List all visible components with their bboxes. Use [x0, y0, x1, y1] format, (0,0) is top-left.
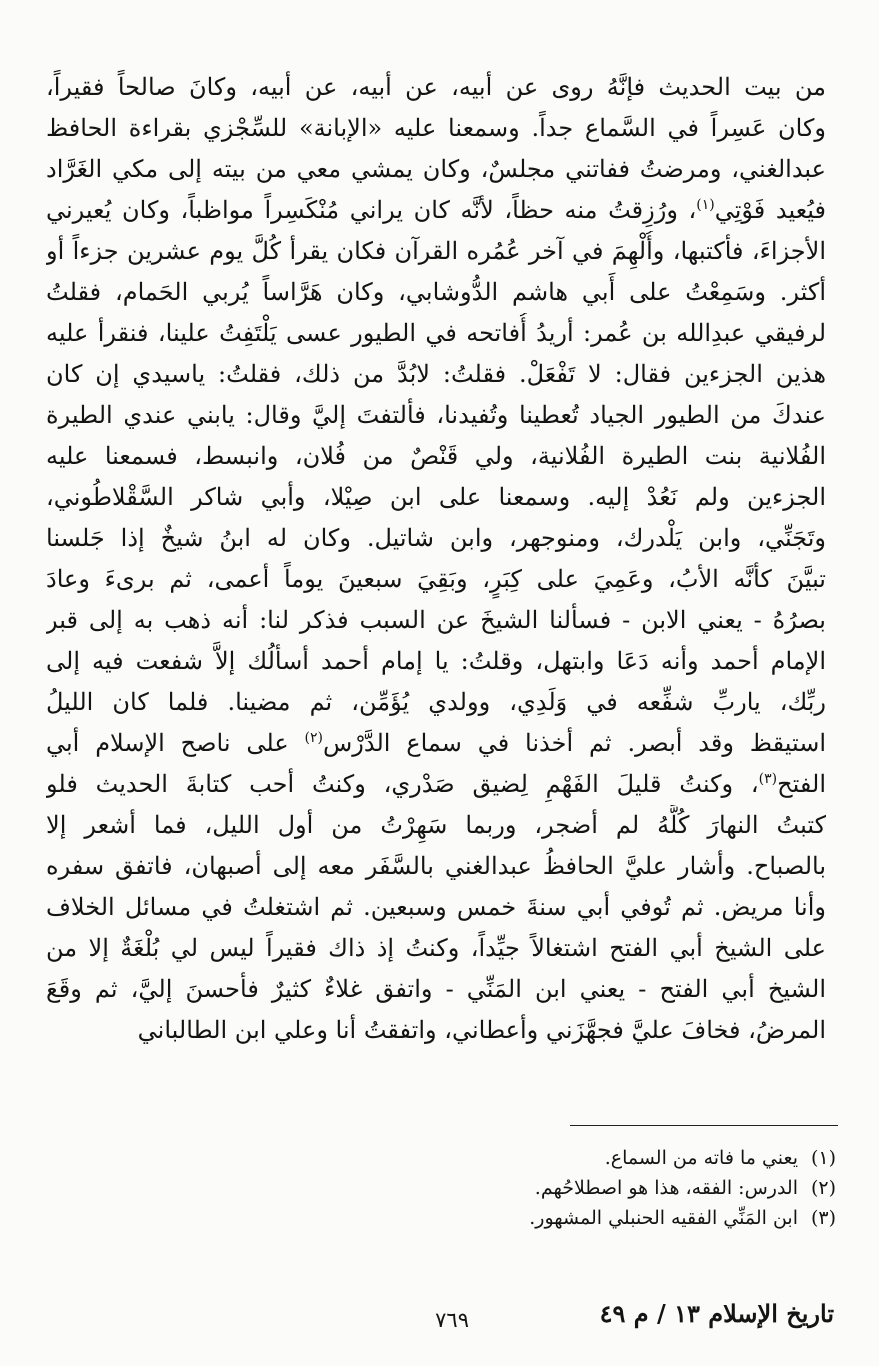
footnote-text: الدرس: الفقه، هذا هو اصطلاحُهم. — [534, 1177, 798, 1199]
footnote-ref: (١) — [696, 197, 715, 213]
footnote-number: (٢) — [810, 1177, 836, 1199]
footnotes-list — [236, 1143, 836, 1233]
text-line: الشيخ أبي الفتح - يعني ابن المَنِّي - واتفق غلاءٌ كثيرٌ فأحسنَ إليَّ، ثم وقَعَ — [46, 975, 826, 1003]
footnote — [236, 1203, 836, 1233]
text-line: المرضُ، فخافَ عليَّ فجهَّزَني وأعطاني، واتفقتُ أنا وعلي ابن الطالباني — [137, 1016, 826, 1044]
text-line: على الشيخ أبي الفتح اشتغالاً جيِّداً، وكنتُ إذ ذاك فقيراً ليس لي بُلْغَةٌ إلا من — [46, 934, 826, 962]
footnote-separator — [570, 1125, 838, 1126]
book-reference: تاريخ الإسلام ١٣ / م ٤٩ — [599, 1299, 834, 1328]
text-line: تبيَّنَ كأنَّه الأبُ، وعَمِيَ على كِبَرٍ، وبَقِيَ سبعينَ يوماً أعمى، ثم برىءَ وعادَ — [46, 565, 826, 593]
text-line: فيُعيد فَوْتِي$^{(١)}$، ورُزِقتُ منه حظاً، لأنَّه كان يراني مُنْكَسِراً مواظباً، وكان يُعيرني — [46, 196, 826, 224]
text-line: عندكَ من الطيور الجياد تُعطينا وتُفيدنا، فألتفتَ إليَّ وقال: يابني عندي الطيرة — [46, 401, 826, 429]
text-line: وأنا مريض. ثم تُوفي أبي سنةَ خمس وسبعين. ثم اشتغلتُ في مسائل الخلاف — [46, 893, 826, 921]
text-line: لرفيقي عبدِالله بن عُمر: أريدُ أُفاتحه في الطيور عسى يَلْتَفِتُ علينا، فنقرأ عليه — [46, 319, 826, 347]
text-line: وتَجَنِّي، وابن يَلْدرك، ومنوجهر، وابن شاتيل. وكان له ابنُ شيخٌ إذا جَلسنا — [46, 524, 826, 552]
page-footer — [134, 1294, 834, 1334]
footnote-ref: (٢) — [304, 730, 323, 746]
footnote-text: يعني ما فاته من السماع. — [604, 1147, 798, 1169]
text-line: كتبتُ النهارَ كُلَّهُ لم أضجر، وربما سَهِرْتُ من أول الليل، فما أشعر إلا — [46, 811, 826, 839]
text-line: بصرُهُ - يعني الابن - فسألنا الشيخَ عن السبب فذكر لنا: أنه ذهب به إلى قبر — [46, 606, 826, 634]
text-line: الأجزاءَ، فأكتبها، وأُلْهِمَ في آخر عُمُره القرآن فكان يقرأ كُلَّ يوم عشرين جزءاً أو — [46, 237, 826, 265]
text-line: استيقظ وقد أبصر. ثم أخذنا في سماع الدَّرْس$^{(٢)}$ على ناصح الإسلام أبي — [46, 729, 826, 757]
main-text — [46, 67, 826, 1051]
text-line: الإمام أحمد وأنه دَعَا وابتهل، وقلتُ: يا إمام أحمد أسألُك إلاَّ شفعت فيه إلى — [46, 647, 826, 675]
text-line: من بيت الحديث فإنَّهُ روى عن أبيه، عن أبيه، عن أبيه، وكانَ صالحاً فقيراً، — [46, 73, 826, 101]
footnote-text: ابن المَنِّي الفقيه الحنبلي المشهور. — [529, 1207, 798, 1229]
text-line: هذين الجزءين فقال: لا تَفْعَلْ. فقلتُ: لابُدَّ من ذلك، فقلتُ: ياسيدي إن كان — [46, 360, 826, 388]
text-line: أكثر. وسَمِعْتُ على أَبي هاشم الدُّوشابي، وكان هَرَّاساً يُربي الحَمام، فقلتُ — [46, 278, 826, 306]
text-line: وكان عَسِراً في السَّماع جداً. وسمعنا عليه «الإبانة» للسِّجْزي بقراءة الحافظ — [46, 114, 826, 142]
text-line: الفتح$^{(٣)}$، وكنتُ قليلَ الفَهْمِ لِضيق صَدْري، وكنتُ أحب كتابةَ الحديث فلو — [46, 770, 826, 798]
page-number: ٧٦٩ — [435, 1308, 469, 1332]
text-line: الجزءين ولم نَعُدْ إليه. وسمعنا على ابن صِيْلا، وأبي شاكر السَّقْلاطُوني، — [46, 483, 826, 511]
text-line: عبدالغني، ومرضتُ ففاتني مجلسٌ، وكان يمشي معي من بيته إلى مكي الغَرَّاد — [46, 155, 826, 183]
footnote-number: (٣) — [810, 1207, 836, 1229]
footnote — [236, 1143, 836, 1173]
text-line: بالصباح. وأشار عليَّ الحافظُ عبدالغني بالسَّفَر معه إلى أصبهان، فاتفق سفره — [46, 852, 826, 880]
footnote — [236, 1173, 836, 1203]
text-line: ربِّك، ياربِّ شفِّعه في وَلَدِي، وولدي يُؤَمِّن، ثم مضينا. فلما كان الليلُ — [46, 688, 826, 716]
text-line: الفُلانية بنت الطيرة الفُلانية، ولي قَنْصٌ من فُلان، وانبسط، فسمعنا عليه — [46, 442, 826, 470]
footnote-ref: (٣) — [758, 771, 778, 787]
footnote-number: (١) — [810, 1147, 836, 1169]
